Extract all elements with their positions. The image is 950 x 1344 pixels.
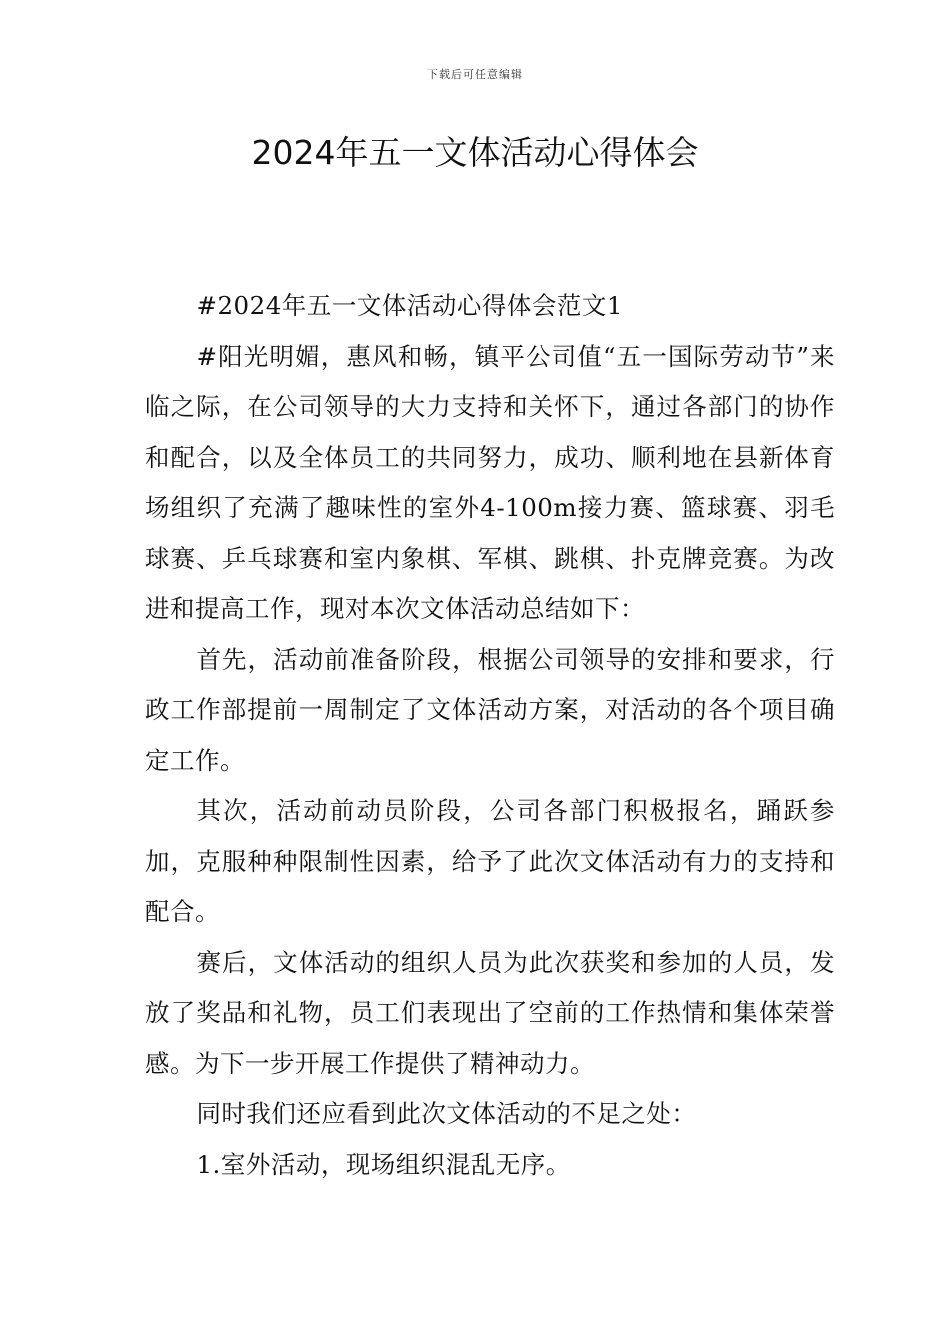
paragraph-item-1: 1.室外活动，现场组织混乱无序。 [196, 1149, 571, 1179]
paragraph-intro: #阳光明媚，惠风和畅，镇平公司值“五一国际劳动节”来临之际，在公司领导的大力支持和关怀下，通过各部门的协作和配合，以及全体员工的共同努力，成功、顺利地在县新体育场组织了充满了趣味性的室外4-100m接力赛、篮球赛、羽毛球赛、乒乓球赛和室内象棋、军棋、跳棋、扑克牌竞赛。为改进和提高工作，现对本次文体活动总结如下： [145, 341, 835, 623]
document-body [145, 281, 835, 1190]
paragraph-subtitle: #2024年五一文体活动心得体会范文1 [196, 291, 623, 320]
paragraph-after-game: 赛后，文体活动的组织人员为此次获奖和参加的人员，发放了奖品和礼物，员工们表现出了空前的工作热情和集体荣誉感。为下一步开展工作提供了精神动力。 [145, 947, 835, 1078]
paragraph-first: 首先，活动前准备阶段，根据公司领导的安排和要求，行政工作部提前一周制定了文体活动方案，对活动的各个项目确定工作。 [145, 644, 835, 775]
header-note: 下载后可任意编辑 [427, 68, 523, 81]
paragraph-second: 其次，活动前动员阶段，公司各部门积极报名，踊跃参加，克服种种限制性因素，给予了此次文体活动有力的支持和配合。 [145, 796, 835, 926]
paragraph-shortcomings: 同时我们还应看到此次文体活动的不足之处： [196, 1099, 697, 1128]
document-title: 2024年五一文体活动心得体会 [251, 133, 699, 172]
